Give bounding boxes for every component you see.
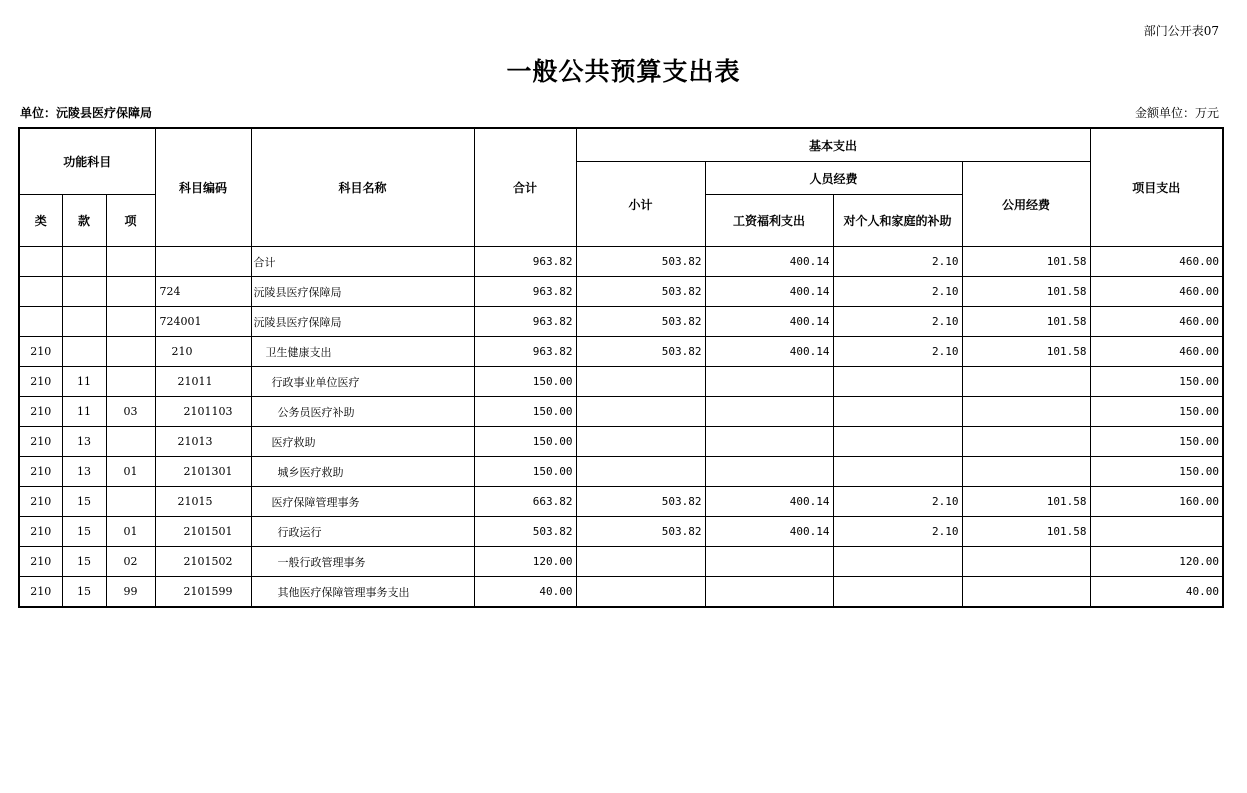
cell-total: 963.82: [474, 307, 576, 337]
cell-wages: 400.14: [705, 307, 833, 337]
table-row: [19, 397, 1223, 427]
cell-name: 一般行政管理事务: [251, 547, 474, 577]
cell-subsidy: [833, 367, 962, 397]
cell-total: 120.00: [474, 547, 576, 577]
cell-subsidy: 2.10: [833, 487, 962, 517]
cell-project: 150.00: [1090, 457, 1223, 487]
cell-wages: 400.14: [705, 517, 833, 547]
cell-public: [962, 427, 1090, 457]
cell-subsidy: [833, 397, 962, 427]
cell-subtotal: [576, 457, 705, 487]
cell-public: 101.58: [962, 337, 1090, 367]
cell-subtotal: 503.82: [576, 307, 705, 337]
cell-project: 150.00: [1090, 427, 1223, 457]
cell-project: 460.00: [1090, 277, 1223, 307]
cell-code: 21015: [155, 487, 251, 517]
cell-wages: 400.14: [705, 247, 833, 277]
cell-code: 724001: [155, 307, 251, 337]
cell-lei: 210: [19, 367, 62, 397]
cell-project: 160.00: [1090, 487, 1223, 517]
cell-public: [962, 547, 1090, 577]
cell-kuan: 13: [62, 427, 106, 457]
cell-subsidy: [833, 427, 962, 457]
cell-subsidy: 2.10: [833, 307, 962, 337]
cell-lei: [19, 247, 62, 277]
cell-total: 963.82: [474, 247, 576, 277]
cell-subsidy: [833, 457, 962, 487]
header-xiang: 项: [106, 195, 155, 247]
cell-subsidy: [833, 577, 962, 608]
cell-code: 2101599: [155, 577, 251, 608]
table-row: [19, 487, 1223, 517]
cell-code: 210: [155, 337, 251, 367]
cell-wages: [705, 577, 833, 608]
cell-kuan: 15: [62, 487, 106, 517]
cell-public: [962, 397, 1090, 427]
cell-wages: [705, 367, 833, 397]
cell-subtotal: 503.82: [576, 487, 705, 517]
cell-subtotal: [576, 397, 705, 427]
cell-lei: 210: [19, 577, 62, 608]
cell-xiang: 01: [106, 457, 155, 487]
cell-code: 2101103: [155, 397, 251, 427]
cell-total: 150.00: [474, 367, 576, 397]
cell-code: 21013: [155, 427, 251, 457]
cell-xiang: [106, 247, 155, 277]
budget-expenditure-table: [18, 127, 1224, 608]
cell-wages: [705, 547, 833, 577]
cell-name: 沅陵县医疗保障局: [251, 277, 474, 307]
cell-name: 行政事业单位医疗: [251, 367, 474, 397]
cell-public: 101.58: [962, 487, 1090, 517]
cell-total: 663.82: [474, 487, 576, 517]
table-row: [19, 457, 1223, 487]
cell-subtotal: [576, 367, 705, 397]
cell-project: 150.00: [1090, 397, 1223, 427]
cell-xiang: [106, 307, 155, 337]
cell-public: 101.58: [962, 307, 1090, 337]
cell-xiang: [106, 277, 155, 307]
cell-xiang: [106, 367, 155, 397]
table-row: [19, 277, 1223, 307]
header-public: 公用经费: [962, 162, 1090, 247]
cell-wages: 400.14: [705, 337, 833, 367]
cell-kuan: 15: [62, 517, 106, 547]
cell-lei: [19, 307, 62, 337]
table-row: [19, 577, 1223, 608]
cell-lei: 210: [19, 517, 62, 547]
table-row: [19, 247, 1223, 277]
cell-kuan: [62, 307, 106, 337]
header-total: 合计: [474, 128, 576, 247]
cell-code: 2101502: [155, 547, 251, 577]
cell-xiang: 03: [106, 397, 155, 427]
cell-xiang: 01: [106, 517, 155, 547]
header-wages: 工资福利支出: [705, 195, 833, 247]
cell-subtotal: [576, 547, 705, 577]
cell-lei: 210: [19, 397, 62, 427]
cell-project: 460.00: [1090, 307, 1223, 337]
cell-code: [155, 247, 251, 277]
header-subsidy: 对个人和家庭的补助: [833, 195, 962, 247]
cell-code: 21011: [155, 367, 251, 397]
header-subtotal: 小计: [576, 162, 705, 247]
cell-subtotal: [576, 577, 705, 608]
header-code: 科目编码: [155, 128, 251, 247]
header-name: 科目名称: [251, 128, 474, 247]
cell-total: 150.00: [474, 457, 576, 487]
cell-total: 963.82: [474, 337, 576, 367]
cell-total: 963.82: [474, 277, 576, 307]
header-lei: 类: [19, 195, 62, 247]
cell-wages: 400.14: [705, 277, 833, 307]
cell-xiang: 02: [106, 547, 155, 577]
cell-project: 40.00: [1090, 577, 1223, 608]
cell-lei: 210: [19, 487, 62, 517]
cell-project: 460.00: [1090, 247, 1223, 277]
cell-subsidy: 2.10: [833, 277, 962, 307]
table-body: [19, 247, 1223, 608]
cell-public: [962, 367, 1090, 397]
cell-name: 医疗保障管理事务: [251, 487, 474, 517]
cell-name: 其他医疗保障管理事务支出: [251, 577, 474, 608]
cell-public: 101.58: [962, 517, 1090, 547]
cell-lei: 210: [19, 427, 62, 457]
cell-name: 城乡医疗救助: [251, 457, 474, 487]
header-kuan: 款: [62, 195, 106, 247]
cell-kuan: 15: [62, 547, 106, 577]
cell-xiang: 99: [106, 577, 155, 608]
cell-kuan: [62, 277, 106, 307]
cell-project: 150.00: [1090, 367, 1223, 397]
cell-public: [962, 457, 1090, 487]
cell-kuan: [62, 337, 106, 367]
cell-total: 150.00: [474, 397, 576, 427]
cell-lei: 210: [19, 457, 62, 487]
cell-name: 医疗救助: [251, 427, 474, 457]
cell-subtotal: 503.82: [576, 247, 705, 277]
cell-subsidy: 2.10: [833, 337, 962, 367]
header-project: 项目支出: [1090, 128, 1223, 247]
cell-xiang: [106, 337, 155, 367]
cell-subtotal: [576, 427, 705, 457]
cell-wages: [705, 427, 833, 457]
page-title: 一般公共预算支出表: [506, 57, 741, 86]
reporting-unit: 单位：沅陵县医疗保障局: [20, 106, 153, 120]
table-row: [19, 307, 1223, 337]
cell-xiang: [106, 487, 155, 517]
header-personnel: 人员经费: [705, 162, 962, 195]
form-number: 部门公开表07: [1143, 24, 1219, 38]
cell-name: 卫生健康支出: [251, 337, 474, 367]
cell-lei: 210: [19, 337, 62, 367]
cell-total: 40.00: [474, 577, 576, 608]
cell-subtotal: 503.82: [576, 277, 705, 307]
cell-wages: [705, 457, 833, 487]
table-row: [19, 427, 1223, 457]
cell-total: 503.82: [474, 517, 576, 547]
header-basic: 基本支出: [576, 128, 1090, 162]
cell-public: 101.58: [962, 247, 1090, 277]
cell-total: 150.00: [474, 427, 576, 457]
cell-subsidy: 2.10: [833, 517, 962, 547]
table-row: [19, 547, 1223, 577]
cell-lei: 210: [19, 547, 62, 577]
cell-name: 合计: [251, 247, 474, 277]
amount-unit: 金额单位：万元: [1134, 106, 1219, 120]
cell-wages: [705, 397, 833, 427]
cell-name: 沅陵县医疗保障局: [251, 307, 474, 337]
cell-code: 724: [155, 277, 251, 307]
cell-kuan: [62, 247, 106, 277]
cell-xiang: [106, 427, 155, 457]
cell-subtotal: 503.82: [576, 517, 705, 547]
cell-kuan: 11: [62, 367, 106, 397]
cell-subsidy: [833, 547, 962, 577]
header-func-subject: 功能科目: [19, 128, 155, 195]
cell-code: 2101501: [155, 517, 251, 547]
cell-public: [962, 577, 1090, 608]
cell-kuan: 13: [62, 457, 106, 487]
table-row: [19, 337, 1223, 367]
cell-name: 行政运行: [251, 517, 474, 547]
cell-project: 120.00: [1090, 547, 1223, 577]
cell-project: [1090, 517, 1223, 547]
cell-project: 460.00: [1090, 337, 1223, 367]
cell-public: 101.58: [962, 277, 1090, 307]
cell-subtotal: 503.82: [576, 337, 705, 367]
cell-code: 2101301: [155, 457, 251, 487]
cell-subsidy: 2.10: [833, 247, 962, 277]
cell-kuan: 15: [62, 577, 106, 608]
table-row: [19, 367, 1223, 397]
cell-name: 公务员医疗补助: [251, 397, 474, 427]
cell-lei: [19, 277, 62, 307]
cell-wages: 400.14: [705, 487, 833, 517]
table-row: [19, 517, 1223, 547]
cell-kuan: 11: [62, 397, 106, 427]
